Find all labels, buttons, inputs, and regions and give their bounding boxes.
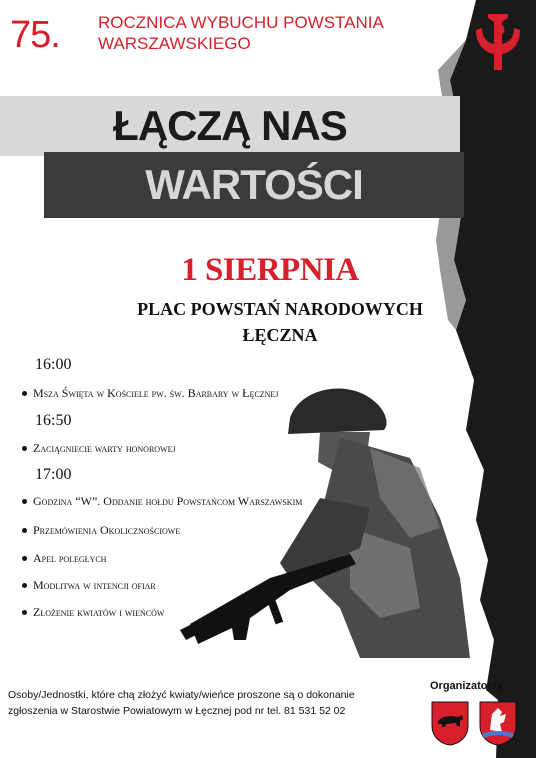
schedule-item-2-text: Zaciągniecie warty honorowej <box>33 441 176 455</box>
boar-coat-of-arms-icon <box>430 700 470 746</box>
schedule-item-4-text: Przemówienia Okolicznościowe <box>33 523 181 537</box>
schedule-item-1 <box>22 386 278 401</box>
soldier-silhouette-graphic <box>170 378 500 678</box>
bullet-icon <box>22 528 27 533</box>
event-place <box>90 296 470 348</box>
organizers-label: Organizatorzy <box>430 680 504 692</box>
kotwica-icon <box>468 8 528 78</box>
registration-note-line-2: zgłoszenia w Starostwie Powiatowym w Łęcznej pod nr tel. 81 531 52 02 <box>8 705 346 717</box>
schedule-item-6-text: Modlitwa w intencji ofiar <box>33 578 156 592</box>
bullet-icon <box>22 499 27 504</box>
anniversary-line-1: ROCZNICA WYBUCHU POWSTANIA <box>98 13 384 32</box>
schedule-item-5-text: Apel poległych <box>33 551 107 565</box>
schedule-item-7-text: Złożenie kwiatów i wieńców <box>33 605 165 619</box>
bullet-icon <box>22 391 27 396</box>
registration-note <box>8 687 408 719</box>
bullet-icon <box>22 446 27 451</box>
schedule-item-1-text: Msza Święta w Kościele pw. św. Barbary w Łęcznej <box>33 386 279 400</box>
title-line-1: ŁĄCZĄ NAS <box>113 102 347 149</box>
schedule-item-5 <box>22 551 106 566</box>
schedule-item-3-text: Godzina “W”. Oddanie hołdu Powstańcom Warszawskim <box>33 494 303 508</box>
schedule-time-2: 16:50 <box>35 412 72 429</box>
schedule-item-2 <box>22 441 176 456</box>
event-place-line-2: ŁĘCZNA <box>242 325 318 345</box>
event-place-line-1: PLAC POWSTAŃ NARODOWYCH <box>137 299 423 319</box>
schedule-time-3: 17:00 <box>35 466 72 483</box>
anniversary-number: 75. <box>10 14 60 56</box>
registration-note-line-1: Osoby/Jednostki, które chą złożyć kwiaty/wieńce proszone są o dokonanie <box>8 689 355 701</box>
anniversary-heading <box>98 12 384 54</box>
schedule-item-6 <box>22 578 156 593</box>
schedule-time-1: 16:00 <box>35 356 72 373</box>
schedule-item-7 <box>22 605 164 620</box>
schedule-item-4 <box>22 523 180 538</box>
bullet-icon <box>22 556 27 561</box>
anniversary-line-2: WARSZAWSKIEGO <box>98 34 251 53</box>
event-date: 1 SIERPNIA <box>181 252 359 288</box>
griffin-coat-of-arms-icon <box>478 700 518 746</box>
bullet-icon <box>22 610 27 615</box>
title-line-2: WARTOŚCI <box>145 161 363 208</box>
bullet-icon <box>22 583 27 588</box>
schedule-item-3 <box>22 494 302 509</box>
